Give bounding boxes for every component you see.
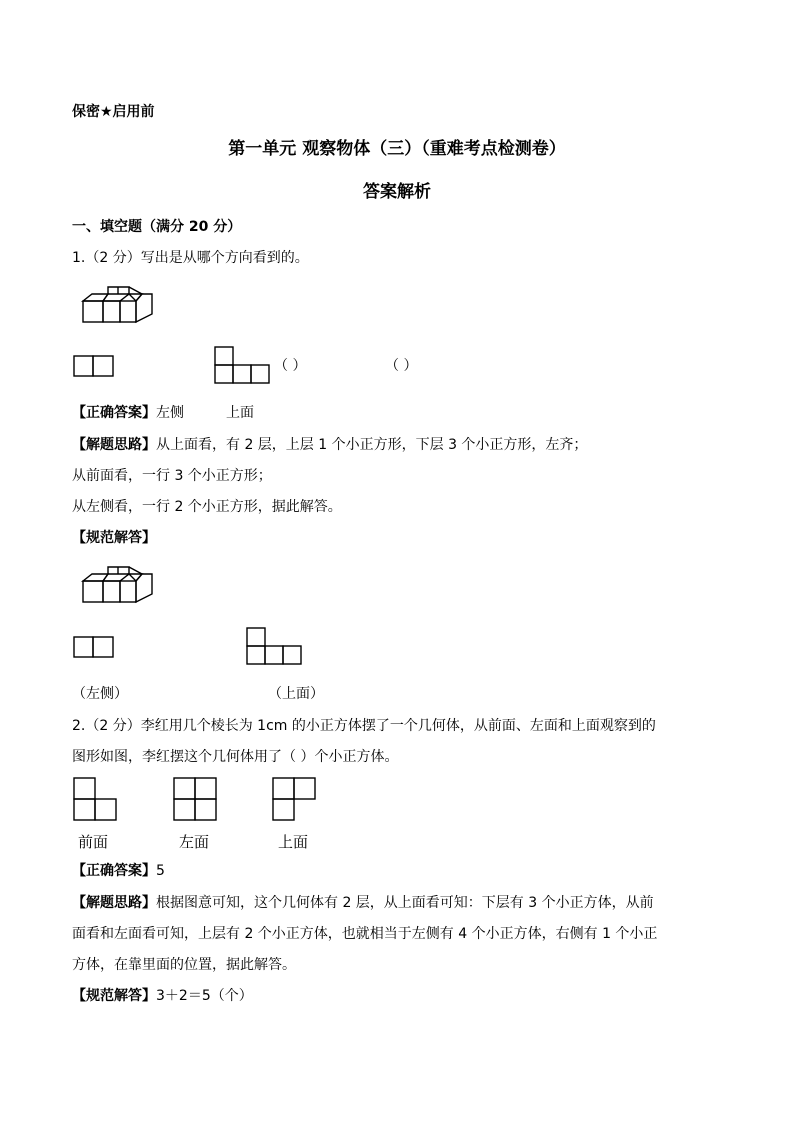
q2-analysis-line-2: 面看和左面看可知，上层有 2 个小正方体，也就相当于左侧有 4 个小正方体，右侧有 1 个小正 <box>72 926 658 942</box>
q1-question: 1.（2 分）写出是从哪个方向看到的。 <box>72 250 309 266</box>
q1-answer-label: 【正确答案】 <box>72 405 156 421</box>
q2-label-top: 上面 <box>278 833 309 851</box>
q2-question-line-1: 2.（2 分）李红用几个棱长为 1cm 的小正方体摆了一个几何体，从前面、左面和上面观察到的 <box>72 718 656 734</box>
q1-view-two-squares <box>73 355 115 377</box>
q2-top-view <box>272 777 318 821</box>
q2-analysis-line-3: 方体，在靠里面的位置，据此解答。 <box>72 957 296 973</box>
q1-answer-blank-1[interactable]: （ ） <box>274 358 307 374</box>
confidential-mark: 保密★启用前 <box>72 104 155 120</box>
q2-analysis-label: 【解题思路】 <box>72 895 156 911</box>
q1-solution-top-view <box>246 627 304 665</box>
page-subtitle: 答案解析 <box>363 182 431 202</box>
q2-front-view <box>73 777 119 821</box>
q2-left-view <box>173 777 219 821</box>
q2-answer-label: 【正确答案】 <box>72 863 156 879</box>
q1-answer-1: 左侧 <box>156 405 184 421</box>
q1-analysis-line-2: 从前面看，一行 3 个小正方形； <box>72 468 272 484</box>
q1-solution-left-view <box>73 636 115 658</box>
q1-caption-left: （左侧） <box>72 686 128 702</box>
q2-answer: 5 <box>156 863 165 879</box>
q1-solution-solid-figure <box>82 566 154 606</box>
q1-solution-label: 【规范解答】 <box>72 530 156 546</box>
page-title: 第一单元 观察物体（三）（重难考点检测卷） <box>228 139 566 159</box>
q2-label-left: 左面 <box>179 833 210 851</box>
q1-analysis-label: 【解题思路】 <box>72 437 156 453</box>
q1-caption-top: （上面） <box>268 686 324 702</box>
q1-answer-2: 上面 <box>226 405 254 421</box>
q2-question-line-2: 图形如图，李红摆这个几何体用了（ ）个小正方体。 <box>72 749 399 765</box>
q2-analysis-line-1: 根据图意可知，这个几何体有 2 层，从上面看可知：下层有 3 个小正方体，从前 <box>156 895 654 911</box>
q1-analysis-line-3: 从左侧看，一行 2 个小正方形，据此解答。 <box>72 499 342 515</box>
q2-solution-label: 【规范解答】 <box>72 988 156 1004</box>
q1-solid-figure <box>82 286 154 326</box>
q2-solution: 3＋2＝5（个） <box>156 988 253 1004</box>
section-heading: 一、填空题（满分 20 分） <box>72 219 242 235</box>
q1-analysis-line-1: 从上面看，有 2 层，上层 1 个小正方形，下层 3 个小正方形，左齐； <box>156 437 588 453</box>
q1-answer-blank-2[interactable]: （ ） <box>385 358 418 374</box>
q1-view-l-shape <box>214 346 272 384</box>
q2-label-front: 前面 <box>78 833 109 851</box>
